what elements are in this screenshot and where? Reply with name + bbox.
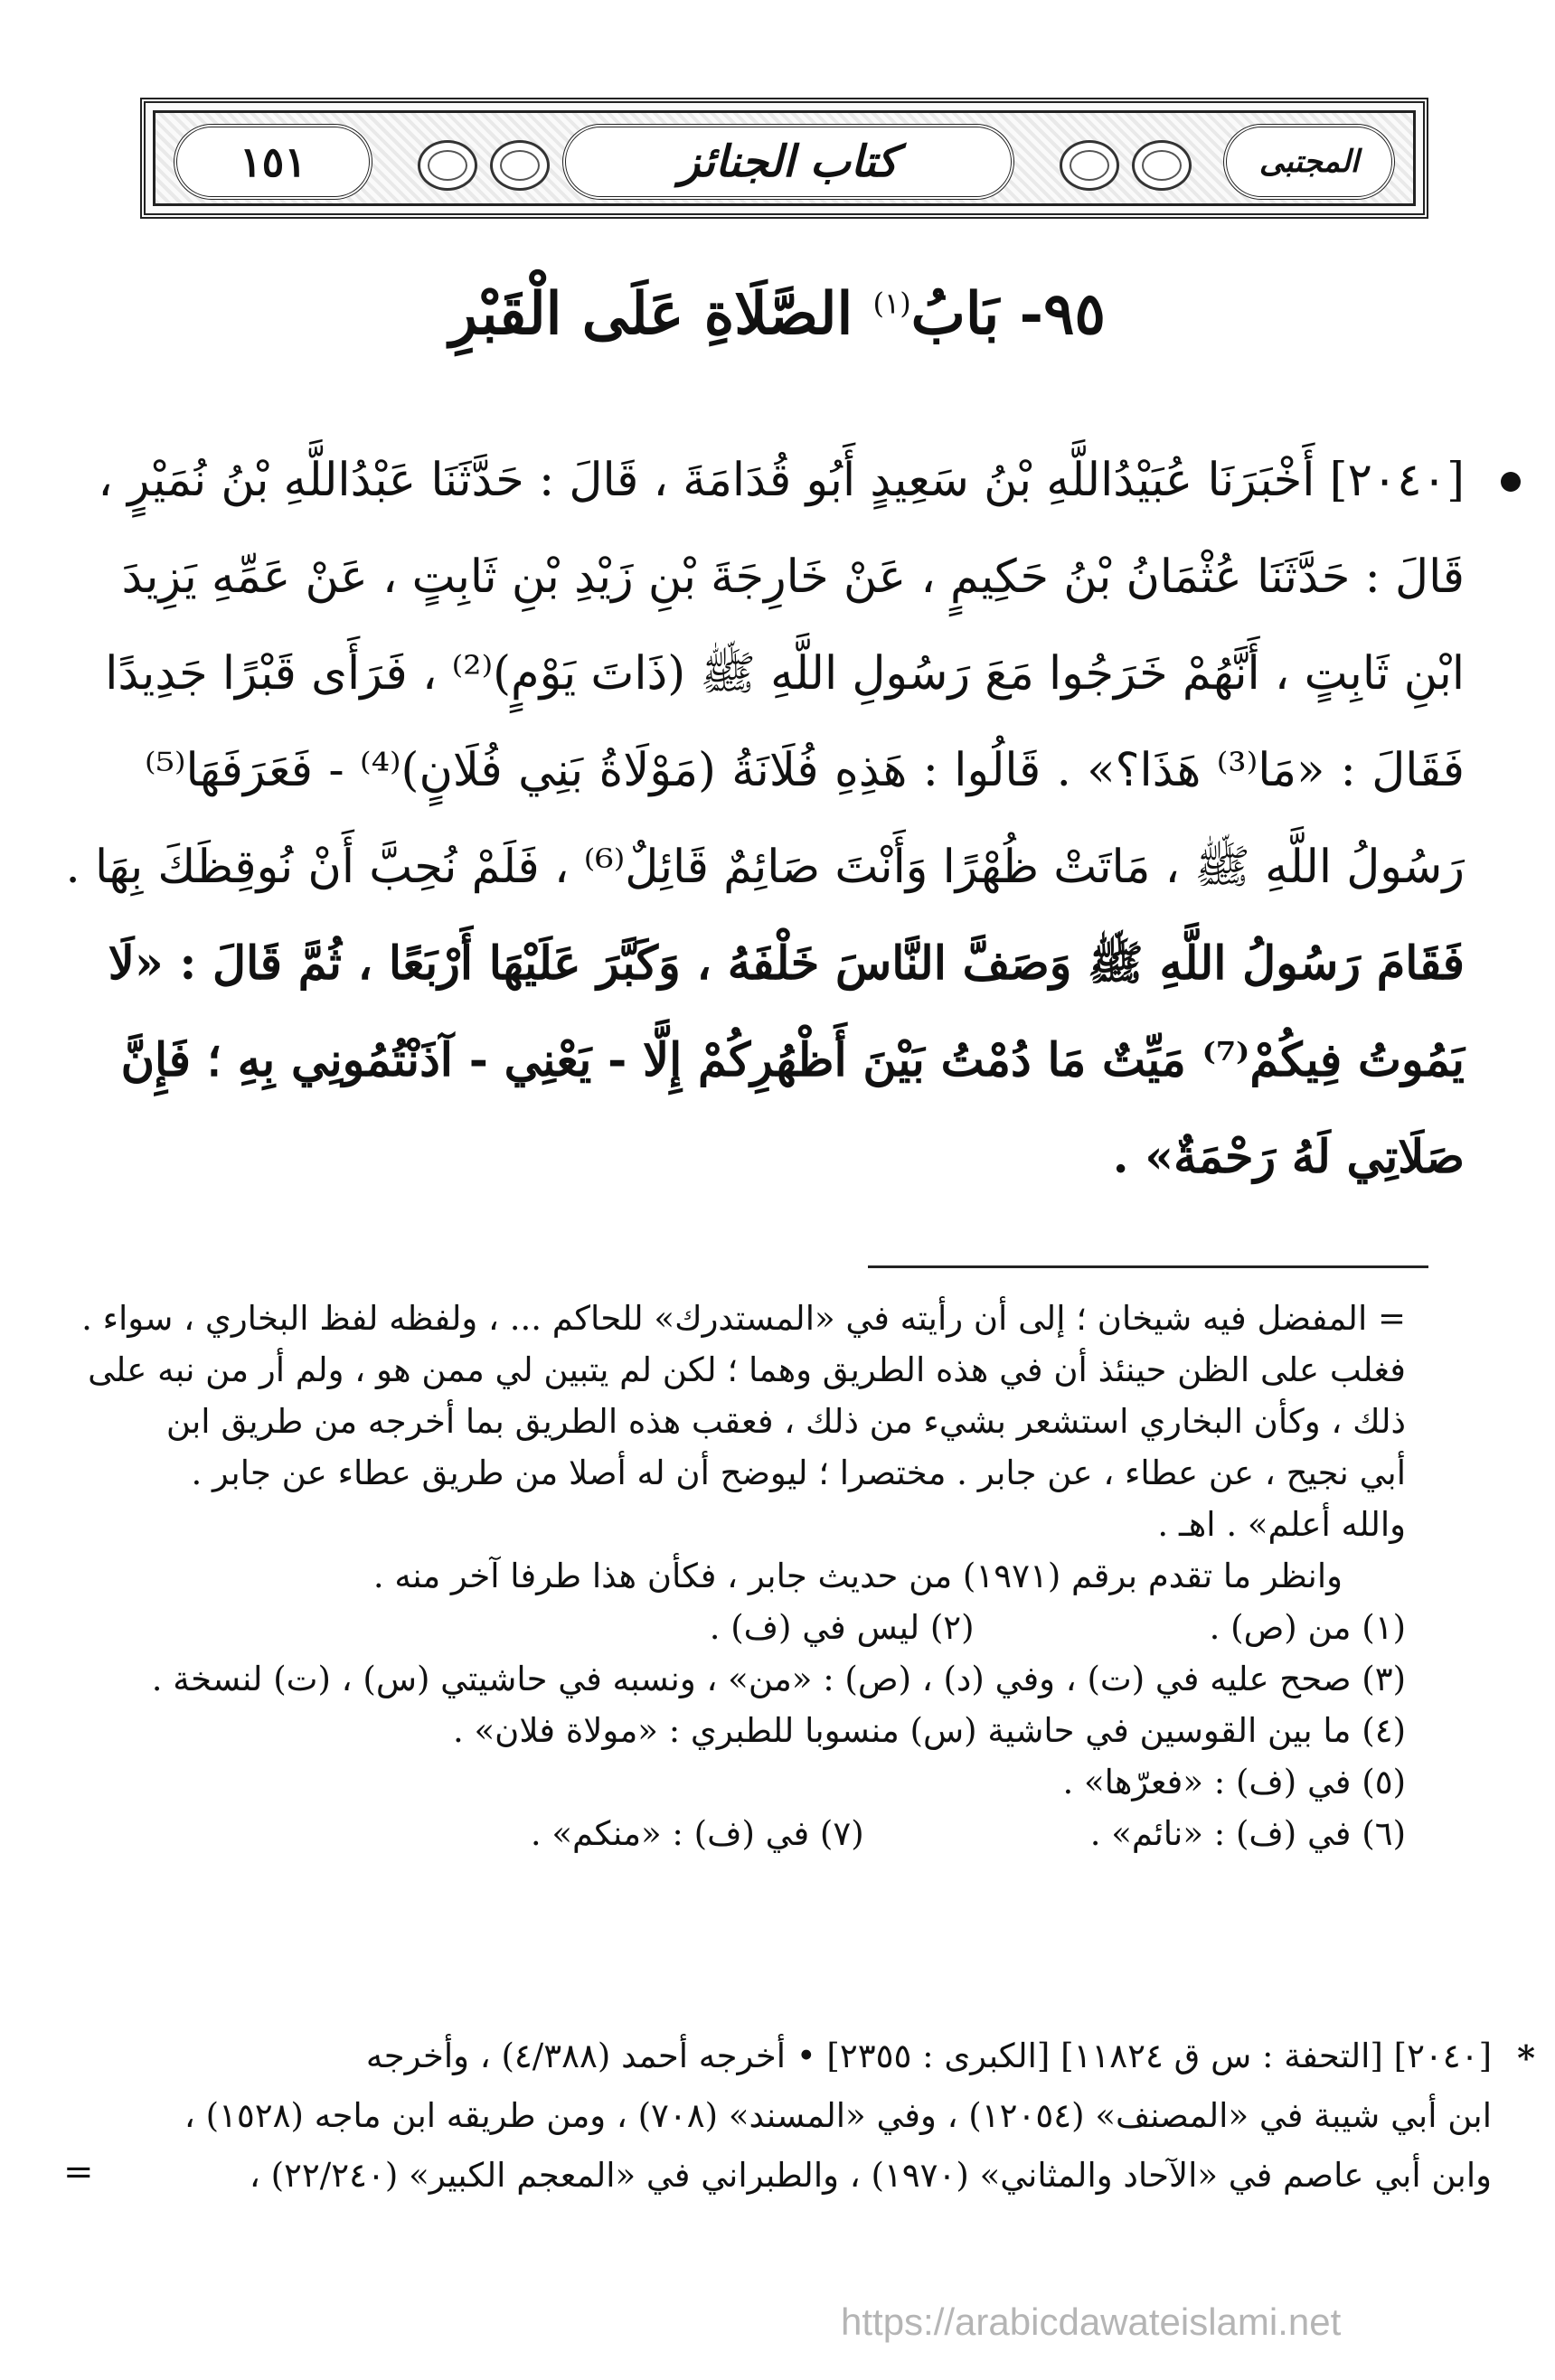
footnote-7: (٧) في (ف) : «منكم» . [530,1814,864,1853]
hadith-line: يَمُوتُ فِيكُمْ⁽⁷⁾ مَيِّتٌ مَا دُمْتُ بَيْنَ أَظْهُرِكُمْ إِلَّا - يَعْنِي - آذَنْتُمُونِي بِهِ ؛ فَإِنَّ [120,1033,1465,1087]
knot-ornament-icon [1060,140,1119,191]
hadith-line: فَقَالَ : «مَا⁽³⁾ هَذَا؟» . قَالُوا : هَذِهِ فُلَانَةُ (مَوْلَاةُ بَنِي فُلَانٍ)⁽⁴⁾ - فَعَرَفَهَا⁽⁵⁾ [145,744,1465,797]
footnote-continuation-line: أبي نجيح ، عن عطاء ، عن جابر . مختصرا ؛ ليوضح أن له أصلا من طريق عطاء عن جابر . [191,1453,1406,1492]
hadith-text [65,432,1465,1206]
footnote-6: (٦) في (ف) : «نائم» . [1089,1814,1406,1853]
footnote-4: (٤) ما بين القوسين في حاشية (س) منسوبا للطبري : «مولاة فلان» . [453,1711,1406,1750]
hadith-line: صَلَاتِي لَهُ رَحْمَةٌ» . [1112,1130,1465,1184]
chapter-number: ٩٥- [1019,280,1106,348]
footnote-continuation-line: وانظر ما تقدم برقم (١٩٧١) من حديث جابر ، فكأن هذا طرفا آخر منه . [372,1557,1343,1595]
chapter-footnote-ref: (١) [872,286,911,321]
header-ornament [153,110,1416,206]
hadith-line: رَسُولُ اللَّهِ ﷺ ، مَاتَتْ ظُهْرًا وَأَنْتَ صَائِمٌ قَائِلٌ⁽⁶⁾ ، فَلَمْ نُحِبَّ أَنْ نُوقِظَكَ بِهَا . [65,841,1465,894]
book-title: كتاب الجنائز [562,124,1014,200]
takhrij-notes [63,2027,1535,2206]
footnote-3: (٣) صحح عليه في (ت) ، وفي (د) ، (ص) : «من» ، ونسبه في حاشيتي (س) ، (ت) لنسخة . [151,1660,1406,1698]
hadith-line: ابْنِ ثَابِتٍ ، أَنَّهُمْ خَرَجُوا مَعَ رَسُولِ اللَّهِ ﷺ (ذَاتَ يَوْمٍ)⁽²⁾ ، فَرَأَى قَبْرًا جَدِيدًا [105,647,1465,701]
knot-ornament-icon [1132,140,1192,191]
footnote-continuation-line: والله أعلم» . اهـ . [1157,1505,1406,1544]
knot-ornament-icon [418,140,477,191]
hadith-line: قَالَ : حَدَّثَنَا عُثْمَانُ بْنُ حَكِيمٍ ، عَنْ خَارِجَةَ بْنِ زَيْدِ بْنِ ثَابِتٍ ، عَنْ عَمِّهِ يَزِيدَ [121,550,1465,604]
takhrij-line: ابن أبي شيبة في «المصنف» (١٢٠٥٤) ، وفي «المسند» (٧٠٨) ، ومن طريقه ابن ماجه (١٥٢٨) ، [184,2096,1492,2135]
footnote-continuation-line: ذلك ، وكأن البخاري استشعر بشيء من ذلك ، فعقب هذه الطريق بما أخرجه من طريق ابن [165,1402,1406,1441]
knot-ornament-icon [490,140,550,191]
footnote-separator [868,1265,1428,1268]
watermark-url: https://arabicdawateislami.net [841,2300,1342,2343]
footnote-continuation-line: فغلب على الظن حينئذ أن في هذه الطريق وهما ؛ لكن لم يتبين لي ممن هو ، ولم أر من نبه على [88,1350,1406,1389]
chapter-heading: الصَّلَاةِ عَلَى الْقَبْرِ [449,280,853,348]
star-icon: * [1517,2037,1535,2078]
chapter-title [235,280,1320,348]
hadith-line: [٢٠٤٠] أَخْبَرَنَا عُبَيْدُاللَّهِ بْنُ سَعِيدٍ أَبُو قُدَامَةَ ، قَالَ : حَدَّثَنَا عَبْدُاللَّهِ بْنُ نُمَيْرٍ ، [98,454,1465,507]
bullet-icon [1501,472,1521,492]
footnote-continuation-line: = المفضل فيه شيخان ؛ إلى أن رأيته في «المستدرك» للحاكم ... ، ولفظه لفظ البخاري ، سواء . [81,1299,1406,1338]
footnotes [81,1293,1406,1859]
chapter-word: بَابُ [910,280,1000,348]
takhrij-line: [٢٠٤٠] [التحفة : س ق ١١٨٢٤] [الكبرى : ٢٣٥٥] • أخرجه أحمد (٤/٣٨٨) ، وأخرجه [365,2037,1492,2075]
footnote-1: (١) من (ص) . [1209,1608,1406,1647]
footnote-2: (٢) ليس في (ف) . [709,1608,975,1647]
hadith-line: فَقَامَ رَسُولُ اللَّهِ ﷺ وَصَفَّ النَّاسَ خَلْفَهُ ، وَكَبَّرَ عَلَيْهَا أَرْبَعًا ، ثُمَّ قَالَ : «لَا [108,936,1465,991]
page-number: ١٥١ [174,124,372,200]
page-header-banner [140,98,1428,219]
continuation-mark: = [63,2151,94,2193]
footnote-5: (٥) في (ف) : «فعرّها» . [1062,1763,1406,1801]
takhrij-line: وابن أبي عاصم في «الآحاد والمثاني» (١٩٧٠) ، والطبراني في «المعجم الكبير» (٢٢/٢٤٠) ، [249,2156,1492,2195]
series-logo: المجتبى [1223,124,1395,200]
